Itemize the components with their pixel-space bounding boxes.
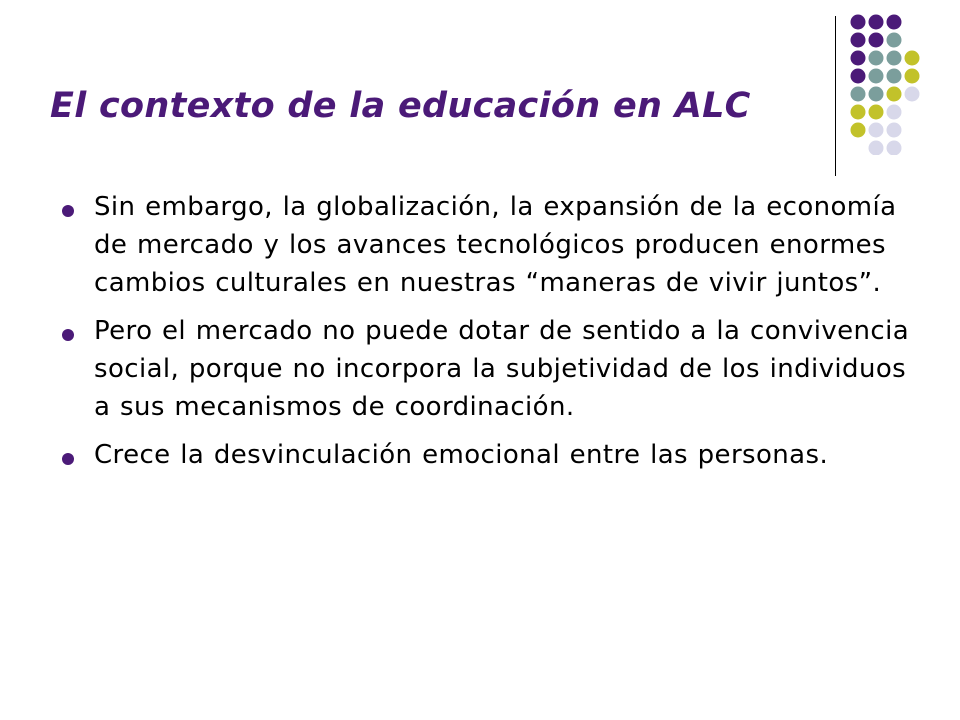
decorative-dot <box>887 33 902 48</box>
bullet-text: Sin embargo, la globalización, la expansión de la economía de mercado y los avances tecnológicos producen enormes cambios culturales en nuestras “maneras de vivir juntos”. <box>94 192 897 298</box>
bullet-item <box>60 436 920 474</box>
decorative-dot <box>887 87 902 102</box>
decorative-dot <box>851 15 866 30</box>
decorative-dot <box>869 87 884 102</box>
decorative-dot <box>887 105 902 120</box>
decorative-dot <box>851 105 866 120</box>
decorative-dot <box>887 51 902 66</box>
decorative-dot <box>869 141 884 156</box>
decorative-dot <box>851 69 866 84</box>
decorative-dot <box>851 33 866 48</box>
bullet-text: Pero el mercado no puede dotar de sentido a la convivencia social, porque no incorpora la subjetividad de los individuos a sus mecanismos de coordinación. <box>94 316 910 422</box>
decorative-dot <box>869 69 884 84</box>
decorative-dot <box>851 87 866 102</box>
bullet-text: Crece la desvinculación emocional entre las personas. <box>94 440 829 470</box>
bullet-dot-icon <box>62 453 74 465</box>
decorative-dot <box>905 87 920 102</box>
bullet-list <box>60 188 920 484</box>
slide-title: El contexto de la educación en ALC <box>50 86 751 126</box>
decorative-dot <box>887 15 902 30</box>
bullet-item <box>60 188 920 302</box>
decorative-dot <box>869 15 884 30</box>
decorative-dot <box>869 33 884 48</box>
decorative-dot <box>851 123 866 138</box>
decorative-dot <box>887 141 902 156</box>
decorative-dot-grid <box>849 13 945 155</box>
dot-grid-graphic <box>849 13 945 155</box>
decorative-dot <box>869 123 884 138</box>
decorative-dot <box>887 123 902 138</box>
decorative-dot <box>905 51 920 66</box>
decorative-dot <box>851 51 866 66</box>
decorative-dot <box>887 69 902 84</box>
decorative-dot <box>869 51 884 66</box>
bullet-dot-icon <box>62 205 74 217</box>
decorative-dot <box>869 105 884 120</box>
bullet-item <box>60 312 920 426</box>
bullet-dot-icon <box>62 329 74 341</box>
decorative-dot <box>905 69 920 84</box>
title-divider-line <box>835 16 836 176</box>
